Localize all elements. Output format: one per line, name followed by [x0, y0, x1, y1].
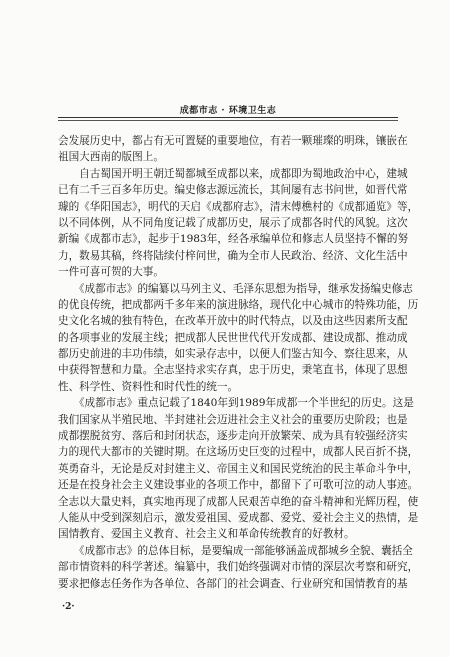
text-line: 我们国家从半殖民地、半封建社会迈进社会主义社会的重要历史阶段；也是 [58, 413, 408, 426]
header-rule-thick [58, 117, 398, 118]
text-line: 璩的《华阳国志》，明代的天启《成都府志》，清末傅樵村的《成都通览》等， [58, 200, 419, 213]
text-line: 以不同体例，从不同角度记载了成都历史，展示了成都各时代的风貌。这次 [58, 216, 408, 229]
text-line: 全志以大量史料，真实地再现了成都人民艰苦卓绝的奋斗精神和光辉历程，使 [58, 495, 419, 508]
text-line: 一件可喜可贺的大事。 [58, 266, 164, 279]
text-line: 祖国大西南的版图上。 [58, 151, 164, 164]
text-line: 还是在投身社会主义建设事业的各项工作中，都留下了可歌可泣的动人事迹。 [58, 479, 419, 492]
text-line: 的各项事业的发展主线；把成都人民世世代代开发成都、建设成都、推动成 [58, 331, 408, 344]
text-line: 成都摆脱贫穷、落后和封闭状态，逐步走向开放繁荣、成为具有较强经济实 [58, 430, 408, 443]
body-text [58, 133, 419, 592]
header-rule-thin [58, 120, 398, 121]
text-line: 《成都市志》的编纂以马列主义、毛泽东思想为指导，继承发扬编史修志 [58, 282, 413, 295]
text-line: 英勇奋斗，无论是反对封建主义、帝国主义和国民党统治的民主革命斗争中， [58, 462, 419, 475]
text-line: 人能从中受到深刻启示，激发爱祖国、爱成都、爱党、爱社会主义的热情，是 [58, 511, 419, 524]
text-line: 史文化名城的独有特色，在改革开放中的时代特点，以及由这些因素所支配 [58, 315, 408, 328]
text-line: 力，数易其稿，终将陆续付梓问世，确为全市人民政治、经济、文化生活中 [58, 249, 408, 262]
text-line: 已有二千三百多年历史。编史修志源远流长，其间屡有志书问世，如晋代常 [58, 184, 408, 197]
text-line: 性、科学性、资料性和时代性的统一。 [58, 380, 239, 393]
text-line: 会发展历史中，都占有无可置疑的重要地位，有若一颗璀璨的明珠，镶嵌在 [58, 135, 408, 147]
text-line: 新编《成都市志》，起步于1983年，经各承编单位和修志人员坚持不懈的努 [58, 233, 409, 246]
text-line: 国情教育、爱国主义教育、社会主义和革命传统教育的好教材。 [58, 528, 355, 541]
text-line: 部市情资料的科学著述。编纂中，我们始终强调对市情的深层次考察和研究， [58, 561, 419, 574]
text-line: 的优良传统，把成都两千多年来的演进脉络，现代化中心城市的特殊功能，历 [58, 298, 419, 311]
text-line: 要求把修志任务作为各单位、各部门的社会调查、行业研究和国情教育的基 [58, 577, 408, 590]
running-header: 成都市志 · 环境卫生志 [179, 106, 277, 116]
text-line: 自古蜀国开明王朝迁蜀都城至成都以来，成都即为蜀地政治中心，建城 [58, 167, 408, 180]
text-line: 力的现代大都市的关键时期。在这场历史巨变的过程中，成都人民百折不挠， [58, 446, 419, 459]
text-line: 《成都市志》重点记载了1840年到1989年成都一个半世纪的历史。这是 [58, 397, 414, 410]
page-number: ·2· [62, 602, 75, 612]
text-line: 都历史前进的丰功伟绩，如实录存志中，以便人们鉴古知今、察往思来，从 [58, 348, 408, 361]
text-line: 《成都市志》的总体目标，是要编成一部能够涵盖成都城乡全貌、囊括全 [58, 544, 413, 557]
text-line: 中获得智慧和力量。全志坚持求实存真，忠于历史，秉笔直书，体现了思想 [58, 364, 408, 377]
